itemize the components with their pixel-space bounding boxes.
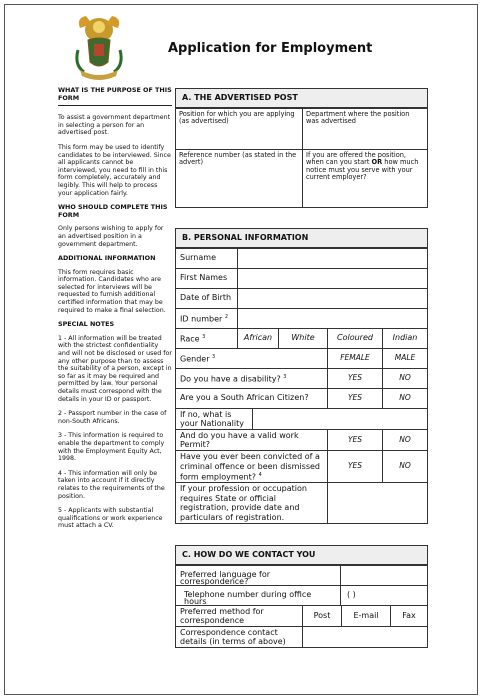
note-2: 2 - Passport number in the case of non-South Africans. (58, 410, 167, 425)
disability-label (175, 368, 328, 389)
gender-sup: 3 (212, 354, 216, 360)
id-number-input[interactable] (237, 308, 428, 329)
permit-label: And do you have a valid work Permit? (175, 429, 328, 451)
gender-text: Gender (180, 354, 210, 364)
nationality-input[interactable] (252, 408, 428, 430)
reference-label: Reference number (as stated in the advert) (179, 151, 297, 167)
convicted-sup: 4 (258, 472, 262, 478)
race-option-indian[interactable]: Indian (382, 328, 428, 349)
section-b-header: B. PERSONAL INFORMATION (175, 228, 428, 248)
dob-label: Date of Birth (175, 288, 238, 309)
start-label-or: OR (371, 158, 383, 167)
start-label-post: how much notice must you serve with your current employer? (306, 158, 419, 182)
gender-female-option[interactable]: FEMALE (327, 348, 383, 369)
purpose-heading: WHAT IS THE PURPOSE OF THIS FORM (58, 87, 172, 106)
department-field[interactable] (302, 108, 428, 150)
citizen-label: Are you a South African Citizen? (175, 388, 328, 409)
coat-of-arms-logo (70, 10, 128, 80)
section-a-header: A. THE ADVERTISED POST (175, 88, 428, 108)
method-post-option[interactable]: Post (302, 605, 342, 627)
race-sup: 3 (202, 334, 206, 340)
page-title: Application for Employment (168, 41, 373, 56)
note-5: 5 - Applicants with substantial qualifications or work experience must attach a CV. (58, 507, 163, 530)
start-label-pre: If you are offered the position, when can you start (306, 151, 407, 167)
registration-input[interactable] (327, 482, 428, 524)
surname-label: Surname (175, 248, 238, 269)
special-notes-heading: SPECIAL NOTES (58, 320, 115, 329)
disability-sup: 3 (283, 374, 287, 380)
position-label: Position for which you are applying (as advertised) (179, 110, 295, 126)
telephone-input[interactable]: ( ) (340, 585, 428, 606)
department-label: Department where the position was advertised (306, 110, 410, 126)
note-3: 3 - This information is required to enable the department to comply with the Employment Equity Act, 1998. (58, 432, 165, 463)
race-option-white[interactable]: White (278, 328, 328, 349)
permit-yes-option[interactable]: YES (327, 429, 383, 451)
convicted-label (175, 450, 328, 483)
convicted-yes-option[interactable]: YES (327, 450, 383, 483)
convicted-no-option[interactable]: NO (382, 450, 428, 483)
sidebar-notes (58, 87, 172, 537)
purpose-paragraph-1: To assist a government department in selecting a person for an advertised post. (58, 114, 171, 137)
id-number-sup: 2 (224, 314, 229, 320)
language-input[interactable] (340, 565, 428, 586)
note-4: 4 - This information will only be taken into account if it directly relates to the requirements of the position. (58, 469, 165, 500)
purpose-paragraph-2: This form may be used to identify candidates to be interviewed. Since all applicants cannot be interviewed, you need to fill in this form completely, accurately and legibly. This will help to process your application fairly. (58, 143, 171, 197)
race-option-coloured[interactable]: Coloured (327, 328, 383, 349)
race-option-african[interactable]: African (237, 328, 279, 349)
additional-info-heading: ADDITIONAL INFORMATION (58, 254, 156, 263)
nationality-label: If no, what is your Nationality (175, 408, 253, 430)
language-label: Preferred language for correspondence? (175, 565, 341, 586)
disability-no-option[interactable]: NO (382, 368, 428, 389)
race-label (175, 328, 238, 349)
dob-input[interactable] (237, 288, 428, 309)
method-fax-option[interactable]: Fax (390, 605, 428, 627)
note-1: 1 - All information will be treated with the strictest confidentiality and will not be disclosed or used for any other purpose than to assess the suitability of a person, except in so far as it may be required and permitted by law. Your personal details must correspond with the details in your ID or passport. (58, 334, 172, 403)
who-paragraph: Only persons wishing to apply for an advertised position in a government department. (58, 225, 164, 248)
who-heading: WHO SHOULD COMPLETE THIS FORM (58, 203, 168, 219)
id-number-label (175, 308, 238, 329)
registration-label: If your profession or occupation requires State or official registration, provide date and particulars of registration. (175, 482, 328, 524)
gender-label (175, 348, 328, 369)
convicted-text: Have you ever been convicted of a criminal offence or been dismissed form employment? (180, 452, 321, 482)
additional-info-paragraph: This form requires basic information. Candidates who are selected for interviews will be requested to furnish additional certified information that may be required to make a final selection. (58, 268, 166, 314)
first-names-input[interactable] (237, 268, 428, 289)
position-field[interactable] (175, 108, 303, 150)
method-email-option[interactable]: E-mail (341, 605, 391, 627)
method-label: Preferred method for correspondence (175, 605, 303, 627)
race-text: Race (180, 334, 200, 344)
id-number-text: ID number (180, 314, 223, 324)
first-names-label: First Names (175, 268, 238, 289)
reference-field[interactable] (175, 149, 303, 208)
citizen-no-option[interactable]: NO (382, 388, 428, 409)
permit-no-option[interactable]: NO (382, 429, 428, 451)
citizen-yes-option[interactable]: YES (327, 388, 383, 409)
surname-input[interactable] (237, 248, 428, 269)
contact-details-label: Correspondence contact details (in terms of above) (175, 626, 303, 648)
disability-yes-option[interactable]: YES (327, 368, 383, 389)
gender-male-option[interactable]: MALE (382, 348, 428, 369)
start-date-field[interactable] (302, 149, 428, 208)
telephone-label: Telephone number during office hours (175, 585, 341, 606)
contact-details-input[interactable] (302, 626, 428, 648)
disability-text: Do you have a disability? (180, 374, 281, 384)
section-c-header: C. HOW DO WE CONTACT YOU (175, 545, 428, 565)
